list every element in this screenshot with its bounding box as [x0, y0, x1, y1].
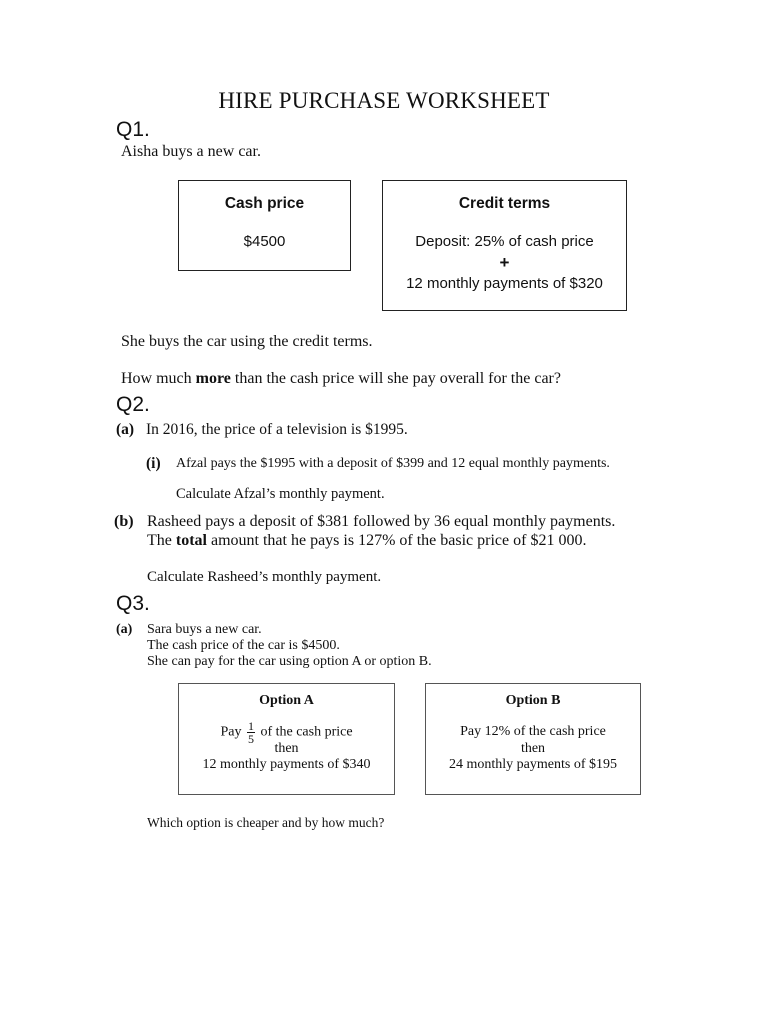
- q3-question: Which option is cheaper and by how much?: [147, 815, 385, 830]
- credit-terms-heading: Credit terms: [458, 195, 551, 212]
- credit-monthly-line: 12 monthly payments of $320: [406, 275, 603, 292]
- option-a-box: [178, 683, 395, 795]
- q2-heading: Q2.: [116, 393, 150, 416]
- q2-b-calc: Calculate Rasheed’s monthly payment.: [147, 569, 382, 585]
- q2-b-line2: [147, 532, 586, 550]
- option-a-heading: Option A: [259, 693, 314, 708]
- q3-a-line3: She can pay for the car using option A or option B.: [147, 654, 432, 669]
- q1-question: [121, 370, 561, 388]
- q3-a-label: (a): [116, 622, 133, 637]
- option-b-heading: Option B: [505, 693, 561, 708]
- option-a-pay-post: of the cash price: [260, 724, 353, 740]
- q3-a-line1: Sara buys a new car.: [147, 622, 262, 637]
- q3-a-line2: The cash price of the car is $4500.: [147, 638, 340, 653]
- q2-b-line2-post: amount that he pays is 127% of the basic price of $21 000.: [206, 532, 587, 549]
- option-b-line1: Pay 12% of the cash price: [460, 724, 606, 739]
- q3-heading: Q3.: [116, 592, 150, 615]
- q1-question-bold: more: [195, 370, 231, 387]
- option-b-box: [425, 683, 641, 795]
- q2-b-line2-bold: total: [175, 532, 207, 549]
- q1-question-pre: How much: [121, 370, 196, 387]
- cash-price-value: $4500: [243, 233, 286, 250]
- worksheet-title: HIRE PURCHASE WORKSHEET: [218, 88, 550, 113]
- q1-heading: Q1.: [116, 118, 150, 141]
- q1-intro: Aisha buys a new car.: [121, 143, 261, 160]
- q2-a-label: (a): [116, 421, 135, 438]
- option-a-monthly: 12 monthly payments of $340: [202, 757, 371, 772]
- q2-i-label: (i): [146, 455, 161, 472]
- q2-b-line2-pre: The: [147, 532, 176, 549]
- q1-statement: She buys the car using the credit terms.: [121, 333, 373, 350]
- fraction-numerator: 1: [247, 719, 254, 733]
- cash-price-box: [178, 180, 351, 271]
- credit-plus-sign: +: [499, 253, 510, 272]
- option-a-then: then: [274, 741, 299, 756]
- credit-deposit-line: Deposit: 25% of cash price: [415, 233, 594, 250]
- fraction-denominator: 5: [247, 732, 254, 746]
- q2-b-label: (b): [114, 513, 134, 530]
- option-b-then: then: [520, 741, 546, 756]
- credit-terms-box: [382, 180, 627, 311]
- q1-question-post: than the cash price will she pay overall for the car?: [230, 370, 561, 387]
- option-a-pay-pre: Pay: [220, 724, 242, 740]
- option-b-monthly: 24 monthly payments of $195: [449, 757, 617, 772]
- cash-price-heading: Cash price: [224, 195, 305, 212]
- q2-i-text: Afzal pays the $1995 with a deposit of $399 and 12 equal monthly payments.: [176, 456, 610, 471]
- q2-a-text: In 2016, the price of a television is $1995.: [146, 421, 408, 438]
- q2-b-line1: Rasheed pays a deposit of $381 followed by 36 equal monthly payments.: [147, 513, 616, 530]
- q2-i-calc: Calculate Afzal’s monthly payment.: [176, 486, 385, 502]
